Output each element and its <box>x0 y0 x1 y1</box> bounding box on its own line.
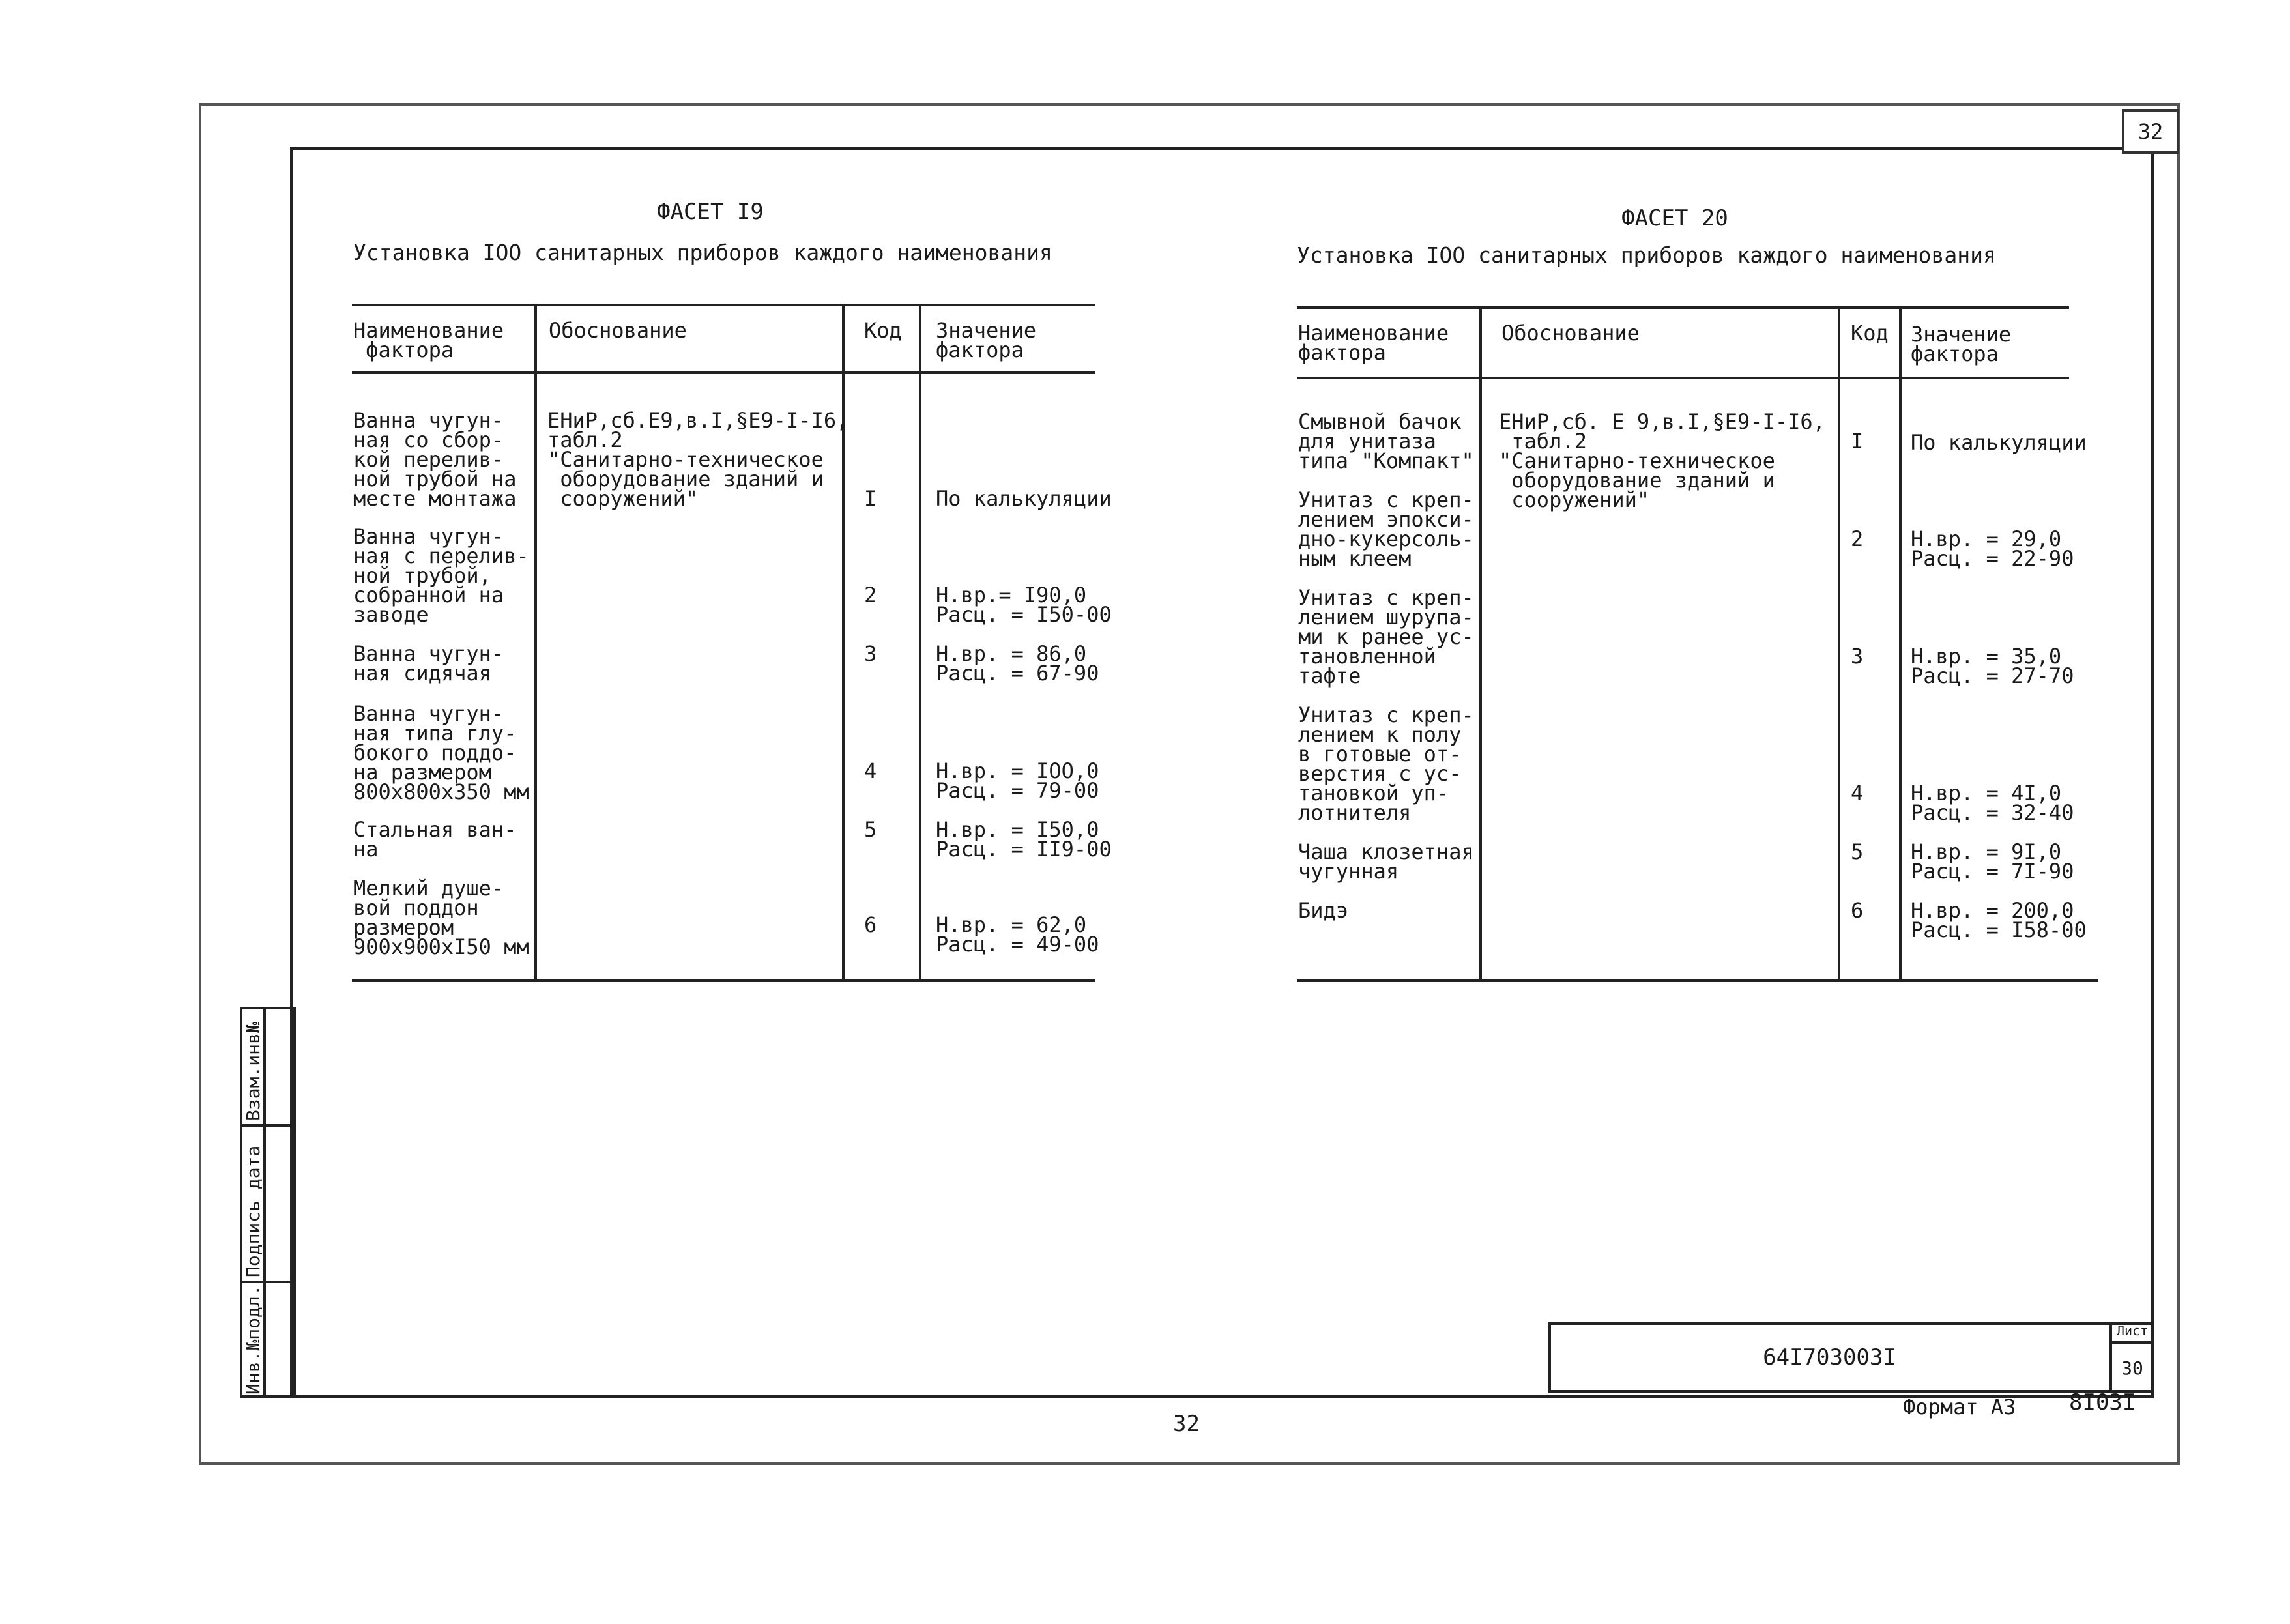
side-stamp-divider <box>240 1124 296 1127</box>
facet20-col-divider <box>1479 306 1482 979</box>
facet20-row-code: 6 <box>1851 898 1864 923</box>
facet19-header-value: Значение фактора <box>936 318 1037 362</box>
side-stamp-signature-date: Подпись дата <box>242 1145 264 1277</box>
facet19-col-divider <box>534 304 537 979</box>
sheet-label: Лист <box>2116 1323 2149 1339</box>
facet20-header-rule <box>1297 377 2069 379</box>
facet19-header-rule <box>352 371 1095 374</box>
facet20-row-value: Н.вр. = 29,0 Расц. = 22-90 <box>1911 527 2074 571</box>
facet19-row-value: Н.вр. = IOO,0 Расц. = 79-00 <box>936 759 1099 803</box>
facet20-basis-text: ЕНиР,сб. Е 9,в.I,§Е9-I-I6, табл.2 "Санитарно-техническое оборудование зданий и сооружений" <box>1499 409 1825 512</box>
facet20-row-name: Чаша клозетная чугунная <box>1298 839 1474 884</box>
facet19-row-value: Н.вр.= I90,0 Расц. = I50-00 <box>936 583 1112 627</box>
facet19-col-divider <box>919 304 921 979</box>
facet20-row-code: I <box>1851 429 1864 454</box>
facet19-row-value: Н.вр. = I50,0 Расц. = II9-00 <box>936 817 1112 862</box>
facet19-row-name: Стальная ван- на <box>353 817 517 862</box>
facet20-header-basis: Обоснование <box>1501 321 1640 345</box>
facet19-header-code: Код <box>864 318 902 343</box>
facet19-row-name: Ванна чугун- ная с перелив- ной трубой, собранной на заводе <box>353 524 529 627</box>
facet20-row-code: 5 <box>1851 839 1864 864</box>
facet20-row-value: Н.вр. = 4I,0 Расц. = 32-40 <box>1911 781 2074 825</box>
facet20-header-name: Наименование фактора <box>1298 321 1449 365</box>
facet19-title: ФАСЕТ I9 <box>657 199 764 225</box>
facet20-col-divider <box>1838 306 1840 979</box>
facet19-row-name: Ванна чугун- ная со сбор- кой перелив- ной трубой на месте монтажа <box>353 408 517 511</box>
facet19-bottom-rule <box>352 979 1095 982</box>
facet19-header-name: Наименование фактора <box>353 318 504 362</box>
title-block-divider <box>2109 1341 2154 1344</box>
facet20-row-code: 3 <box>1851 644 1864 669</box>
page-number-box: 32 <box>2122 109 2179 154</box>
footer-format: Формат А3 <box>1903 1395 2016 1419</box>
facet19-header-basis: Обоснование <box>549 318 687 343</box>
facet20-top-rule <box>1297 306 2069 309</box>
facet19-subtitle: Установка IOO санитарных приборов каждого наименования <box>353 240 1052 265</box>
facet19-row-code: 5 <box>864 817 877 842</box>
facet19-row-name: Ванна чугун- ная сидячая <box>353 641 504 686</box>
side-stamp-divider <box>240 1281 296 1283</box>
facet20-header-code: Код <box>1851 321 1889 345</box>
facet20-header-value: Значение фактора <box>1911 322 2012 366</box>
facet20-row-name: Смывной бачок для унитаза типа "Компакт" <box>1298 409 1474 473</box>
facet20-row-name: Унитаз с креп- лением эпокси- дно-кукерсоль- ным клеем <box>1298 487 1474 571</box>
facet20-row-name: Унитаз с креп- лением к полу в готовые от- верстия с ус- тановкой уп- лотнителя <box>1298 703 1474 825</box>
facet19-top-rule <box>352 304 1095 306</box>
facet20-row-name: Бидэ <box>1298 898 1349 923</box>
facet20-col-divider <box>1899 306 1902 979</box>
facet19-row-code: I <box>864 486 877 511</box>
side-stamp-inv-no: Инв.№подл. <box>242 1284 264 1395</box>
sheet-number: 30 <box>2121 1357 2143 1379</box>
facet20-title: ФАСЕТ 20 <box>1621 205 1728 231</box>
facet20-row-name: Унитаз с креп- лением шурупа- ми к ранее ус- тановленной тафте <box>1298 585 1474 688</box>
facet19-col-divider <box>842 304 845 979</box>
facet20-subtitle: Установка IOO санитарных приборов каждого наименования <box>1297 242 1996 268</box>
facet20-row-code: 2 <box>1851 527 1864 551</box>
facet19-row-code: 4 <box>864 759 877 783</box>
footer-page-number: 32 <box>1173 1411 1200 1437</box>
facet20-row-value: По калькуляции <box>1911 430 2087 455</box>
facet19-row-name: Ванна чугун- ная типа глу- бокого поддо- на размером 800x800x350 мм <box>353 701 529 804</box>
side-stamp-replace-inv: Взам.инв№ <box>242 1022 264 1121</box>
facet20-row-value: Н.вр. = 35,0 Расц. = 27-70 <box>1911 644 2074 688</box>
facet19-row-code: 3 <box>864 641 877 666</box>
facet20-bottom-rule <box>1297 979 2098 982</box>
facet19-row-code: 2 <box>864 583 877 607</box>
facet19-row-value: Н.вр. = 86,0 Расц. = 67-90 <box>936 641 1099 686</box>
facet20-row-code: 4 <box>1851 781 1864 805</box>
facet19-row-value: Н.вр. = 62,0 Расц. = 49-00 <box>936 912 1099 957</box>
facet19-row-value: По калькуляции <box>936 486 1112 511</box>
facet19-basis-text: ЕНиР,сб.Е9,в.I,§Е9-I-I6, табл.2 "Санитарно-техническое оборудование зданий и сооружений" <box>547 408 849 511</box>
facet20-row-value: Н.вр. = 200,0 Расц. = I58-00 <box>1911 898 2087 942</box>
facet19-row-name: Мелкий душе- вой поддон размером 900x900xI50 мм <box>353 876 529 959</box>
doc-code: 64I703003I <box>1763 1344 1896 1370</box>
footer-series: 8I03I <box>2069 1389 2136 1415</box>
facet19-row-code: 6 <box>864 912 877 937</box>
facet20-row-value: Н.вр. = 9I,0 Расц. = 7I-90 <box>1911 839 2074 884</box>
